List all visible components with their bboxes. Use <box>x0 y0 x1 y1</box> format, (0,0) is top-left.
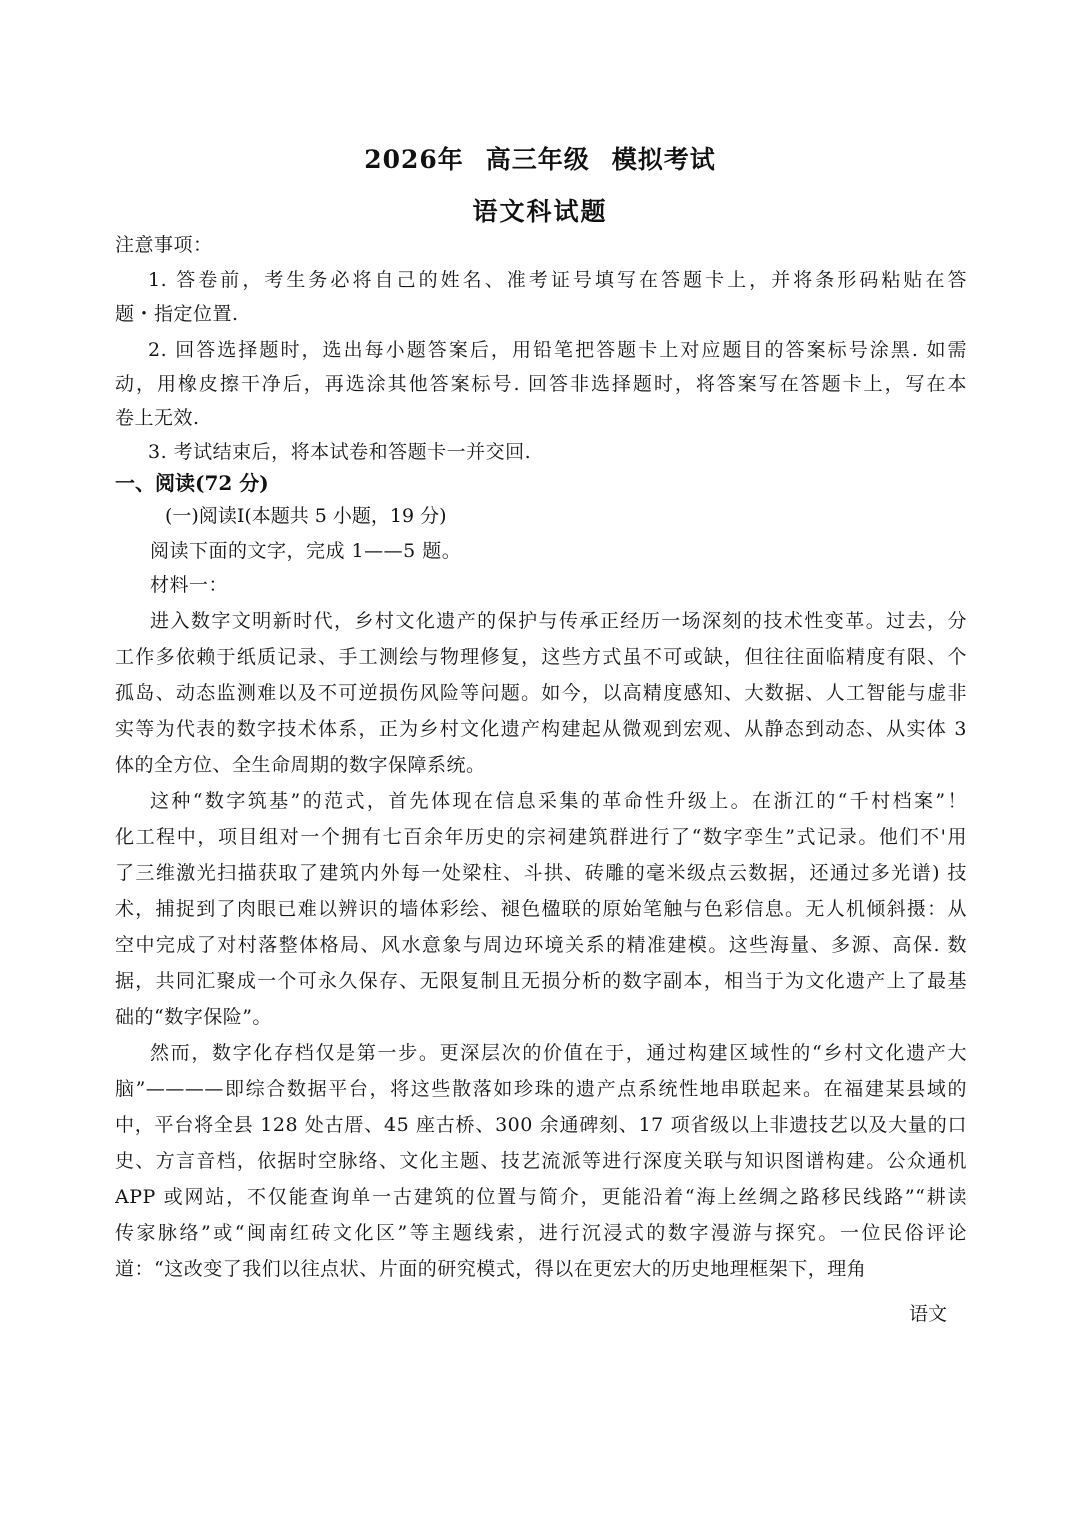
paragraph-2-line: 这种“数字筑基”的范式，首先体现在信息采集的革命性升级上。在浙江的“千村档案”！ <box>150 790 967 812</box>
exam-title <box>0 140 1080 176</box>
paragraph-1-line: 工作多依赖于纸质记录、手工测绘与物理修复，这些方式虽不可或缺，但往往面临精度有限、个 <box>115 646 967 668</box>
paragraph-3-line: APP 或网站，不仅能查询单一古建筑的位置与简介，更能沿着“海上丝绸之路移民线路”“耕读 <box>115 1186 967 1208</box>
notice-item-2-line-1: 2. 回答选择题时，选出每小题答案后，用铅笔把答题卡上对应题目的答案标号涂黑. 如需 <box>148 339 967 361</box>
material-label: 材料一： <box>150 574 229 596</box>
paragraph-3-line: 然而，数字化存档仅是第一步。更深层次的价值在于，通过构建区域性的“乡村文化遗产大 <box>150 1042 967 1064</box>
paragraph-2-line: 了三维激光扫描获取了建筑内外每一处梁柱、斗拱、砖雕的毫米级点云数据，还通过多光谱) 技 <box>115 862 967 884</box>
paragraph-3-line: 传家脉络”或“闽南红砖文化区”等主题线索，进行沉浸式的数字漫游与探究。一位民俗评论 <box>115 1222 967 1244</box>
paragraph-2-line: 据，共同汇聚成一个可永久保存、无限复制且无损分析的数字副本，相当于为文化遗产上了最基 <box>115 970 967 992</box>
notice-item-2-line-3: 卷上无效. <box>115 407 200 429</box>
notice-item-2-line-2: 动，用橡皮擦干净后，再选涂其他答案标号. 回答非选择题时，将答案写在答题卡上，写在本 <box>115 373 967 395</box>
notice-item-3: 3. 考试结束后，将本试卷和答题卡一并交回. <box>148 441 532 463</box>
exam-grade: 高三年级 <box>485 145 590 174</box>
notice-item-1-line-1: 1. 答卷前，考生务必将自己的姓名、准考证号填写在答题卡上，并将条形码粘贴在答 <box>148 269 967 291</box>
instruction-text: 阅读下面的文字，完成 1——5 题。 <box>150 540 462 562</box>
paragraph-2-line: 术，捕捉到了肉眼已难以辨识的墙体彩绘、褪色楹联的原始笔触与色彩信息。无人机倾斜摄：从 <box>115 898 967 920</box>
paragraph-3-line: 脑”————即综合数据平台，将这些散落如珍珠的遗产点系统性地串联起来。在福建某县域的 <box>115 1078 967 1100</box>
exam-year: 2026年 <box>364 145 464 174</box>
paragraph-1-line: 进入数字文明新时代，乡村文化遗产的保护与传承正经历一场深刻的技术性变革。过去，分 <box>150 610 967 632</box>
paragraph-3-line: 史、方言音档，依据时空脉络、文化主题、技艺流派等进行深度关联与知识图谱构建。公众通机 <box>115 1150 967 1172</box>
section-heading: 一、阅读(72 分) <box>115 471 269 495</box>
paragraph-2-line: 化工程中，项目组对一个拥有七百余年历史的宗祠建筑群进行了“数字孪生”式记录。他们不'用 <box>115 826 967 848</box>
paragraph-2-line: 础的“数字保险”。 <box>115 1006 272 1028</box>
paragraph-3-line: 道：“这改变了我们以往点状、片面的研究模式，得以在更宏大的历史地理框架下，理角 <box>115 1258 867 1280</box>
paragraph-3-line: 中，平台将全县 128 处古厝、45 座古桥、300 余通碑刻、17 项省级以上非遗技艺以及大量的口 <box>115 1114 967 1136</box>
notice-item-1-line-2: 题・指定位置. <box>115 303 239 325</box>
subject-title: 语文科试题 <box>472 197 608 226</box>
paragraph-1-line: 实等为代表的数字技术体系，正为乡村文化遗产构建起从微观到宏观、从静态到动态、从实体 3 <box>115 718 967 740</box>
notice-label: 注意事项： <box>115 234 213 256</box>
paragraph-1-line: 孤岛、动态监测难以及不可逆损伤风险等问题。如今，以高精度感知、大数据、人工智能与虚非 <box>115 682 967 704</box>
exam-type: 模拟考试 <box>611 145 716 174</box>
paragraph-1-line: 体的全方位、全生命周期的数字保障系统。 <box>115 754 486 776</box>
sub-section-heading: (一)阅读Ⅰ(本题共 5 小题，19 分) <box>165 505 447 527</box>
paragraph-2-line: 空中完成了对村落整体格局、风水意象与周边环境关系的精准建模。这些海量、多源、高保. 数 <box>115 934 967 956</box>
page-footer-subject: 语文 <box>909 1303 948 1325</box>
